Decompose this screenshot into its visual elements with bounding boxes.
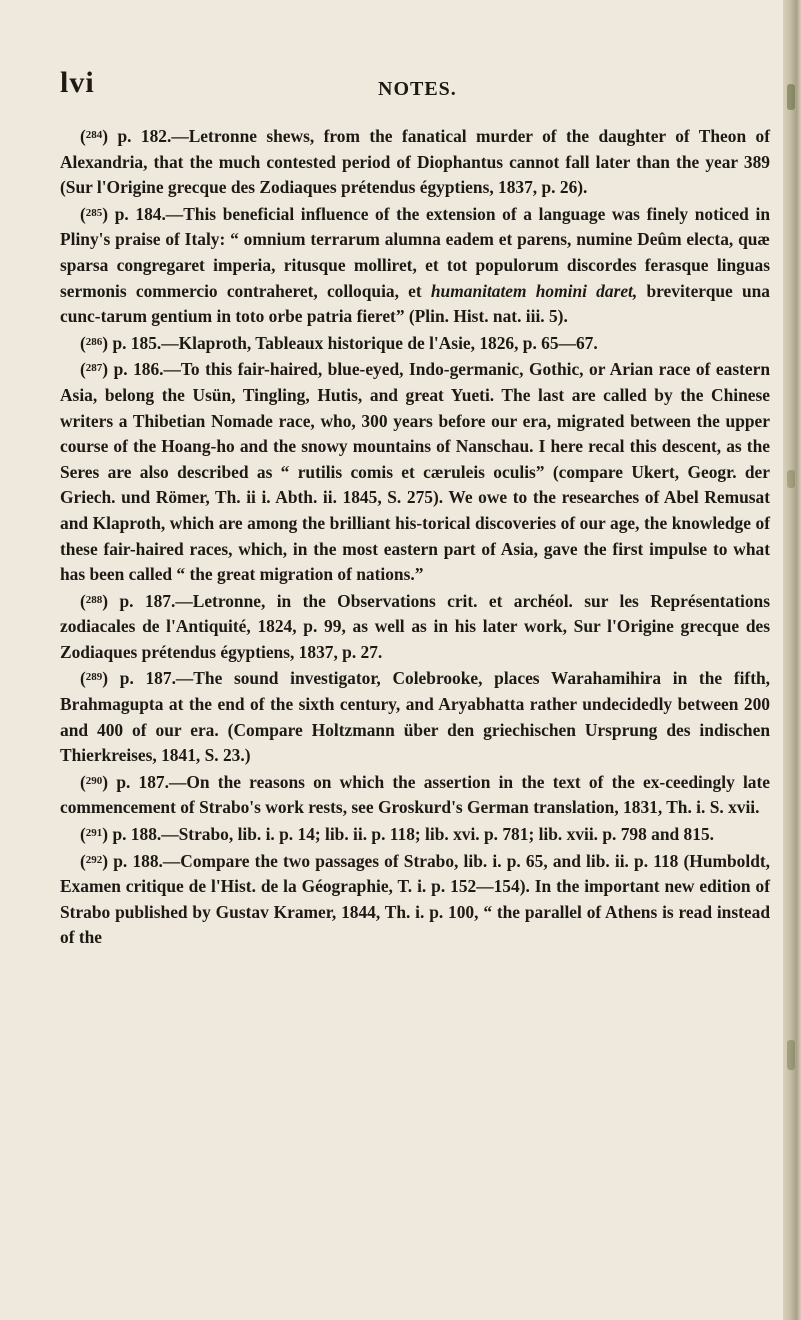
- footnote: ($^{289}$) p. 187.—The sound investigator, Colebrooke, places Warahamihira in the fifth, Brahmagupta at the end of the sixth century, and Aryabhatta rather undecidedly between 200 and 400 of our era. (Compare Holtzmann über den griechischen Ursprung des indischen Thierkreises, 1841, S. 23.): [60, 668, 771, 766]
- footnote-text: p. 187.—The sound investigator, Colebrooke, places Warahamihira in the fifth, Brahmagupta at the end of the sixth century, and Aryabhatta rather undecidedly between 200 and 400 of our era. (Compare Holtzmann über den griechischen Ursprung des indischen Thierkreises, 1841, S. 23.): [60, 668, 771, 766]
- footnote-text: p. 187.—On the reasons on which the assertion in the text of the ex-ceedingly late commencement of Strabo's work rests, see Groskurd's German translation, 1831, Th. i. S. xvii.: [60, 771, 771, 818]
- running-head: NOTES.: [378, 78, 457, 100]
- page-edge: [783, 0, 801, 1320]
- footnote-text: p. 184.—This beneficial influence of the extension of a language was finely noticed in Pliny's praise of Italy: “ omnium terrarum alumna eadem et parens, numine Deûm electa, quæ sparsa congregaret imperia, ritusque molliret, et tot populorum discordes ferasque linguas sermonis commercio contraheret, colloquia, et: [60, 203, 770, 301]
- footnote-number: 290: [85, 774, 103, 787]
- footnote: ($^{285}$) p. 184.—This beneficial influence of the extension of a language was finely noticed in Pliny's praise of Italy: “ omnium terrarum alumna eadem et parens, numine Deûm electa, quæ sparsa congregaret imperia, ritusque molliret, et tot populorum discordes ferasque linguas sermonis commercio contraheret, colloquia, et humanitatem homini daret, breviterque una cunc-tarum gentium in toto orbe patria fieret” (Plin. Hist. nat. iii. 5).: [60, 203, 770, 327]
- edge-stain: [787, 84, 795, 110]
- page-header: [0, 66, 790, 106]
- footnote: ($^{286}$) p. 185.—Klaproth, Tableaux historique de l'Asie, 1826, p. 65—67.: [80, 332, 598, 353]
- footnote-number: 285: [85, 206, 103, 219]
- footnote: ($^{291}$) p. 188.—Strabo, lib. i. p. 14; lib. ii. p. 118; lib. xvi. p. 781; lib. xvii. p. 798 and 815.: [80, 824, 714, 845]
- notes-body: [60, 123, 770, 951]
- footnote: ($^{292}$) p. 188.—Compare the two passages of Strabo, lib. i. p. 65, and lib. ii. p. 118 (Humboldt, Examen critique de l'Hist. de la Géographie, T. i. p. 152—154). In the important new edition of Strabo published by Gustav Kramer, 1844, Th. i. p. 100, “ the parallel of Athens is read instead of the: [60, 850, 771, 948]
- footnote-text: p. 185.—Klaproth, Tableaux historique de l'Asie, 1826, p. 65—67.: [112, 332, 598, 353]
- footnote-number: 289: [85, 671, 103, 684]
- footnote: ($^{284}$) p. 182.—Letronne shews, from the fanatical murder of the daughter of Theon of Alexandria, that the much contested period of Diophantus cannot fall later than the year 389 (Sur l'Origine grecque des Zodiaques prétendus égyptiens, 1837, p. 26).: [60, 126, 770, 198]
- footnote: ($^{288}$) p. 187.—Letronne, in the Observations crit. et archéol. sur les Représentations zodiacales de l'Antiquité, 1824, p. 99, as well as in his later work, Sur l'Origine grecque des Zodiaques prétendus égyptiens, 1837, p. 27.: [60, 590, 770, 662]
- footnote-text: p. 182.—Letronne shews, from the fanatical murder of the daughter of Theon of Alexandria, that the much contested period of Diophantus cannot fall later than the year 389 (Sur l'Origine grecque des Zodiaques prétendus égyptiens, 1837, p. 26).: [60, 126, 770, 198]
- footnote-number: 288: [85, 593, 103, 606]
- page-number: lvi: [60, 66, 95, 99]
- edge-stain: [787, 1040, 795, 1070]
- footnote-italic-text: humanitatem homini daret,: [430, 280, 638, 301]
- footnote-text: p. 187.—Letronne, in the Observations crit. et archéol. sur les Représentations zodiacales de l'Antiquité, 1824, p. 99, as well as in his later work, Sur l'Origine grecque des Zodiaques prétendus égyptiens, 1837, p. 27.: [60, 590, 770, 662]
- footnote-number: 292: [85, 853, 103, 866]
- footnote: ($^{287}$) p. 186.—To this fair-haired, blue-eyed, Indo-germanic, Gothic, or Arian race of eastern Asia, belong the Usün, Tingling, Hutis, and great Yueti. The last are called by the Chinese writers a Thibetian Nomade race, who, 300 years before our era, migrated between the upper course of the Hoang-ho and the snowy mountains of Nanschau. I here recal this descent, as the Seres are also described as “ rutilis comis et cæruleis oculis” (compare Ukert, Geogr. der Griech. und Römer, Th. ii i. Abth. ii. 1845, S. 275). We owe to the researches of Abel Remusat and Klaproth, which are among the brilliant his-torical discoveries of our age, the knowledge of these fair-haired races, which, in the most eastern part of Asia, gave the first impulse to what has been called “ the great migration of nations.”: [60, 359, 770, 585]
- edge-stain: [787, 470, 795, 488]
- footnote-text: p. 188.—Strabo, lib. i. p. 14; lib. ii. p. 118; lib. xvi. p. 781; lib. xvii. p. 798 and 815.: [112, 824, 714, 845]
- footnote-number: 287: [85, 362, 103, 375]
- footnote-text: breviterque una cunc-tarum gentium in toto orbe patria fieret” (Plin. Hist. nat. iii. 5).: [60, 280, 770, 327]
- footnote-number: 286: [85, 335, 103, 348]
- footnote: ($^{290}$) p. 187.—On the reasons on which the assertion in the text of the ex-ceedingly late commencement of Strabo's work rests, see Groskurd's German translation, 1831, Th. i. S. xvii.: [60, 771, 771, 818]
- footnote-text: p. 186.—To this fair-haired, blue-eyed, Indo-germanic, Gothic, or Arian race of eastern Asia, belong the Usün, Tingling, Hutis, and great Yueti. The last are called by the Chinese writers a Thibetian Nomade race, who, 300 years before our era, migrated between the upper course of the Hoang-ho and the snowy mountains of Nanschau. I here recal this descent, as the Seres are also described as “ rutilis comis et cæruleis oculis” (compare Ukert, Geogr. der Griech. und Römer, Th. ii i. Abth. ii. 1845, S. 275). We owe to the researches of Abel Remusat and Klaproth, which are among the brilliant his-torical discoveries of our age, the knowledge of these fair-haired races, which, in the most eastern part of Asia, gave the first impulse to what has been called “ the great migration of nations.”: [60, 359, 770, 585]
- footnote-number: 291: [85, 827, 103, 840]
- footnote-number: 284: [85, 129, 103, 141]
- footnote-text: p. 188.—Compare the two passages of Strabo, lib. i. p. 65, and lib. ii. p. 118 (Humboldt, Examen critique de l'Hist. de la Géographie, T. i. p. 152—154). In the important new edition of Strabo published by Gustav Kramer, 1844, Th. i. p. 100, “ the parallel of Athens is read instead of the: [60, 850, 771, 948]
